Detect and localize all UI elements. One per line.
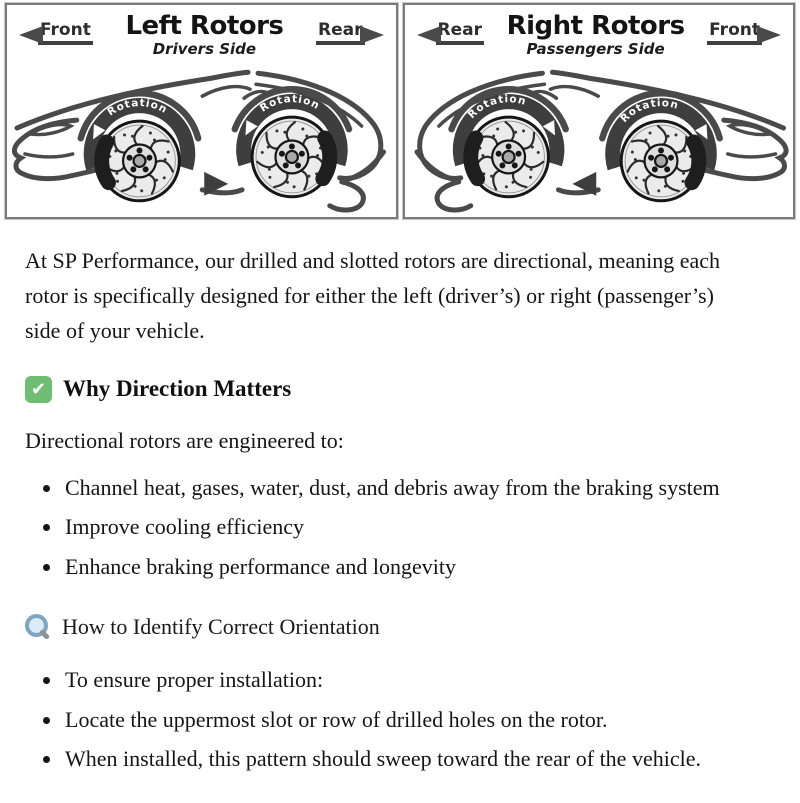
list-item: • Channel heat, gases, water, dust, and debris away from the braking system [63, 471, 745, 506]
panel-title: Left Rotors [125, 11, 284, 41]
front-arrow-left-icon [19, 26, 43, 44]
list-item: • Locate the uppermost slot or row of drilled holes on the rotor. [63, 703, 745, 738]
right-rotors-panel [403, 3, 796, 219]
panel-title: Right Rotors [506, 11, 685, 41]
intro-paragraph: At SP Performance, our drilled and slotted rotors are directional, meaning each rotor is specifically designed for either the left (driver’s) or right (passenger’s) side of your vehicle. [25, 248, 721, 344]
rear-direction-label [316, 17, 383, 45]
rotation-label: Rotation [465, 93, 528, 122]
front-arrow-right-icon [757, 26, 781, 44]
rear-label-text: Rear [316, 20, 364, 45]
list-item: • Improve cooling efficiency [63, 510, 745, 545]
check-mark-icon [25, 376, 52, 403]
list-item: • Enhance braking performance and longevity [63, 550, 745, 585]
front-label-text: Front [707, 20, 762, 45]
section-heading-why-direction-matters [25, 376, 770, 403]
rear-label-text: Rear [436, 20, 484, 45]
panel-subtitle: Drivers Side [152, 40, 257, 58]
left-rotors-panel [5, 3, 398, 219]
front-direction-label [707, 17, 781, 45]
benefits-list [25, 471, 770, 585]
rear-direction-label [417, 17, 484, 45]
rotation-label: Rotation [257, 93, 322, 115]
list-item: • To ensure proper installation: [63, 663, 745, 698]
panel-subtitle: Passengers Side [526, 40, 665, 58]
rear-arrow-right-icon [360, 26, 384, 44]
rear-arrow-left-icon [417, 26, 441, 44]
rotation-label: Rotation [105, 97, 170, 119]
front-direction-label [19, 17, 93, 45]
article-body [0, 219, 800, 796]
left-panel-header [7, 5, 396, 60]
front-label-text: Front [38, 20, 93, 45]
section-heading-text: How to Identify Correct Orientation [62, 613, 380, 639]
car-illustration-left [7, 62, 396, 219]
orientation-list [25, 663, 770, 777]
right-panel-titles [507, 13, 685, 58]
benefits-lead-text: Directional rotors are engineered to: [25, 427, 344, 453]
magnifying-glass-icon [25, 613, 52, 640]
car-illustration-right [405, 62, 794, 219]
right-panel-header [405, 5, 794, 60]
left-panel-titles [125, 13, 283, 58]
rotor-direction-diagram [5, 3, 795, 219]
list-item: • When installed, this pattern should sweep toward the rear of the vehicle. [63, 742, 745, 777]
rotation-label: Rotation [617, 97, 680, 126]
section-heading-identify-orientation [25, 613, 770, 640]
section-heading-text: Why Direction Matters [63, 376, 292, 402]
page [0, 3, 800, 803]
